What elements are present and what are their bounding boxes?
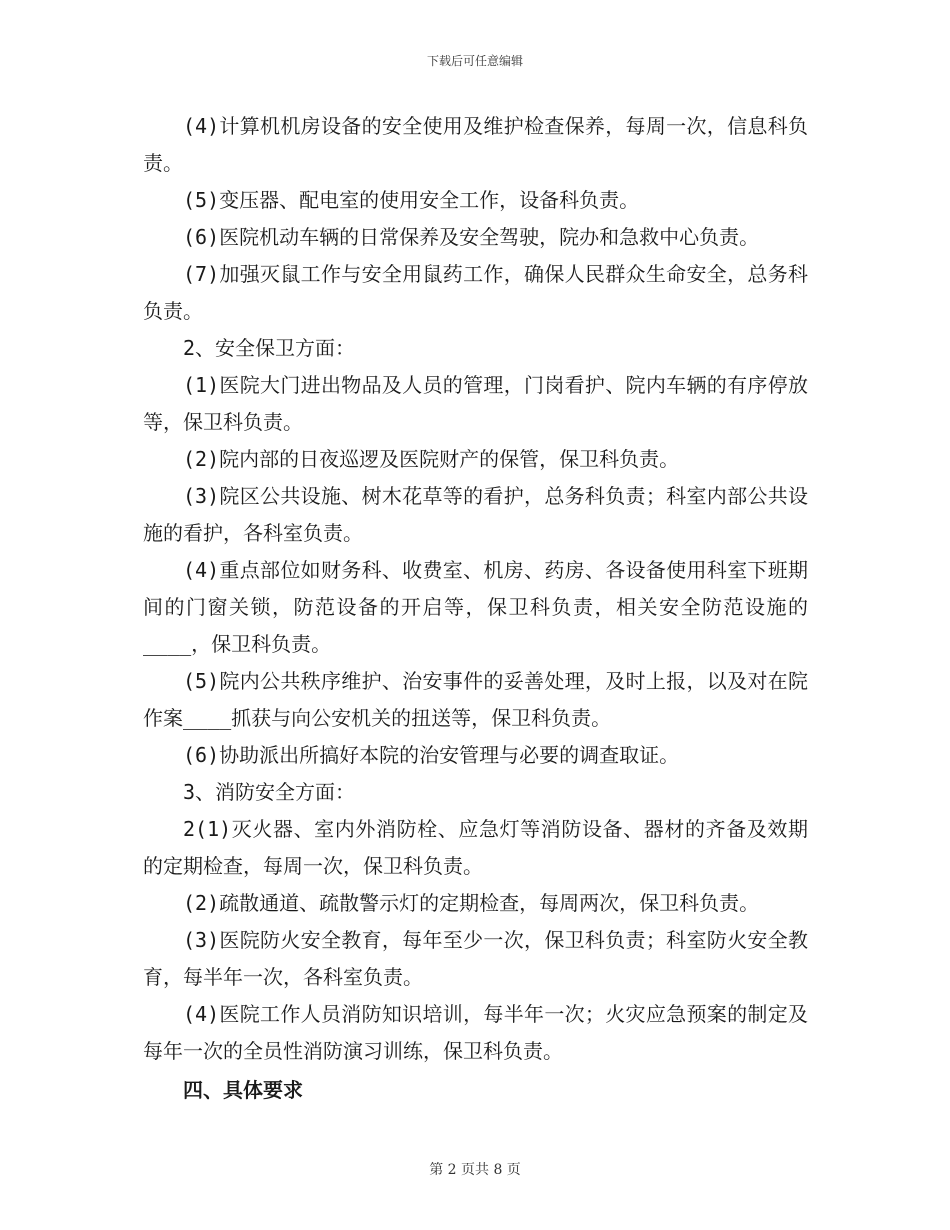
paragraph-fire-2: (2)疏散通道、疏散警示灯的定期检查，每周两次，保卫科负责。 bbox=[183, 891, 760, 915]
subheading-security: 2、安全保卫方面： bbox=[183, 336, 356, 360]
paragraph-fire-3: (3)医院防火安全教育，每年至少一次，保卫科负责；科室防火安全教育，每半年一次，各科室负责。 bbox=[143, 928, 808, 989]
paragraph-item-5-transformer: (5)变压器、配电室的使用安全工作，设备科负责。 bbox=[183, 188, 640, 212]
paragraph-item-7-rodent-control: (7)加强灭鼠工作与安全用鼠药工作，确保人民群众生命安全，总务科负责。 bbox=[143, 262, 808, 323]
paragraph-fire-4: (4)医院工作人员消防知识培训，每半年一次；火灾应急预案的制定及每年一次的全员性消防演习训练，保卫科负责。 bbox=[143, 1002, 808, 1063]
paragraph-security-1: (1)医院大门进出物品及人员的管理，门岗看护、院内车辆的有序停放等，保卫科负责。 bbox=[143, 373, 808, 434]
paragraph-item-6-vehicles: (6)医院机动车辆的日常保养及安全驾驶，院办和急救中心负责。 bbox=[183, 225, 760, 249]
document-body bbox=[143, 108, 808, 1109]
paragraph-security-4: (4)重点部位如财务科、收费室、机房、药房、各设备使用科室下班期间的门窗关锁，防范设备的开启等，保卫科负责，相关安全防范设施的____，保卫科负责。 bbox=[143, 558, 808, 656]
section-heading: 四、具体要求 bbox=[183, 1078, 303, 1102]
paragraph-security-3: (3)院区公共设施、树木花草等的看护，总务科负责；科室内部公共设施的看护，各科室负责。 bbox=[143, 484, 808, 545]
page-footer: 第 2 页共 8 页 bbox=[429, 1162, 521, 1178]
subheading-fire-safety: 3、消防安全方面： bbox=[183, 780, 356, 804]
page-header: 下载后可任意编辑 bbox=[426, 54, 523, 68]
paragraph-fire-1: 2(1)灭火器、室内外消防栓、应急灯等消防设备、器材的齐备及效期的定期检查，每周一次，保卫科负责。 bbox=[143, 817, 808, 878]
paragraph-security-5: (5)院内公共秩序维护、治安事件的妥善处理，及时上报，以及对在院作案____抓获与向公安机关的扭送等，保卫科负责。 bbox=[143, 669, 808, 730]
paragraph-item-4-computer-room: (4)计算机机房设备的安全使用及维护检查保养，每周一次，信息科负责。 bbox=[143, 114, 808, 175]
paragraph-security-2: (2)院内部的日夜巡逻及医院财产的保管，保卫科负责。 bbox=[183, 447, 680, 471]
paragraph-security-6: (6)协助派出所搞好本院的治安管理与必要的调查取证。 bbox=[183, 743, 680, 767]
